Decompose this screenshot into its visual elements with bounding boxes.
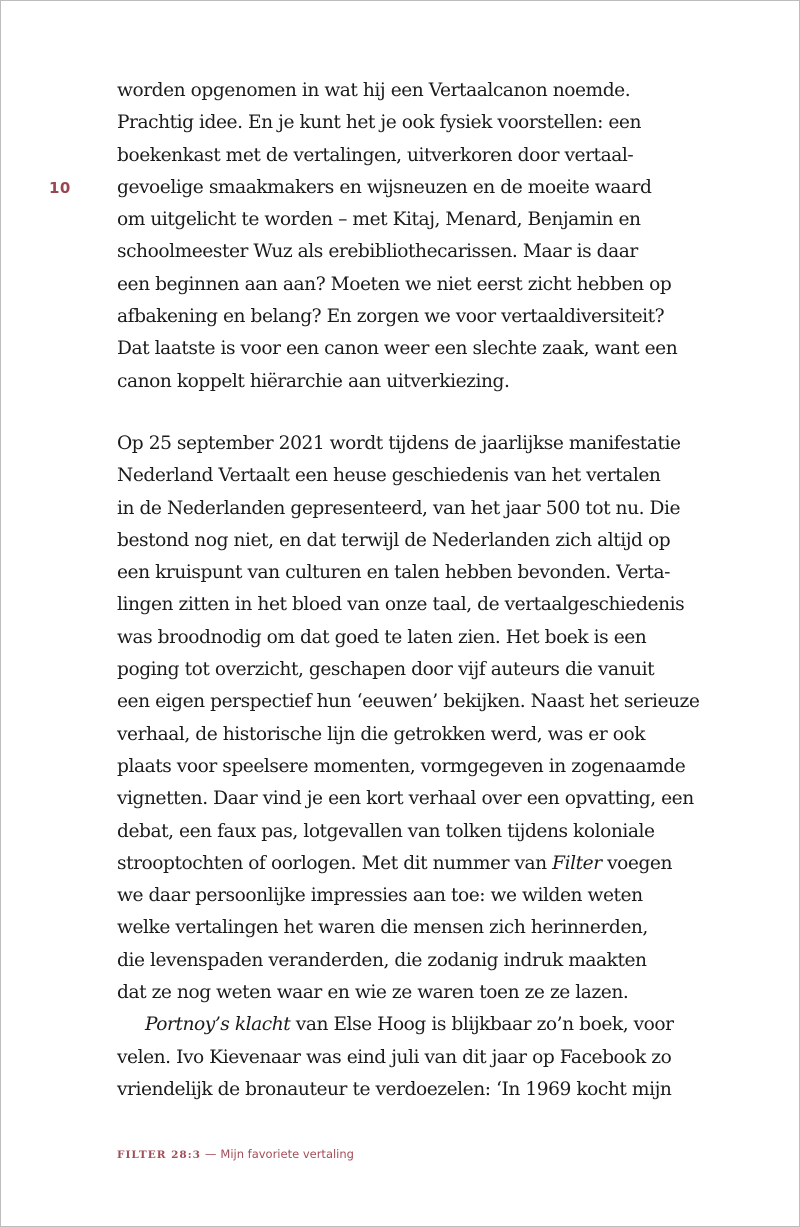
- text-line: worden opgenomen in wat hij een Vertaalcanon noemde.: [117, 80, 631, 101]
- text-line: gevoelige smaakmakers en wijsneuzen en de moeite waard: [117, 176, 652, 198]
- text-line: we daar persoonlijke impressies aan toe: we wilden weten: [117, 885, 643, 907]
- running-footer: [117, 1147, 354, 1161]
- text-line: die levenspaden veranderden, die zodanig indruk maakten: [117, 949, 647, 971]
- paragraph-2: [117, 428, 700, 1106]
- text-line-with-italic: [117, 1009, 697, 1041]
- page-number: 10: [49, 179, 71, 197]
- text-fragment: strooptochten of oorlogen. Met dit nummer van: [117, 852, 553, 874]
- paragraph-1: [117, 75, 697, 398]
- text-line: velen. Ivo Kievenaar was eind juli van dit jaar op Facebook zo: [117, 1046, 672, 1068]
- italic-title: Filter: [552, 852, 602, 874]
- text-line: Nederland Vertaalt een heuse geschiedenis van het vertalen: [117, 465, 661, 487]
- text-line: een beginnen aan aan? Moeten we niet eerst zicht hebben op: [117, 273, 672, 295]
- footer-separator: —: [204, 1147, 217, 1161]
- text-line: was broodnodig om dat goed te laten zien. Het boek is een: [117, 626, 647, 648]
- italic-title: Portnoy’s klacht: [145, 1014, 291, 1036]
- text-line: welke vertalingen het waren die mensen zich herinnerden,: [117, 917, 648, 939]
- text-line: Dat laatste is voor een canon weer een slechte zaak, want een: [117, 338, 678, 360]
- text-line: plaats voor speelsere momenten, vormgegeven in zogenaamde: [117, 755, 686, 777]
- text-line: Prachtig idee. En je kunt het je ook fysiek voorstellen: een: [117, 112, 642, 134]
- text-line: Op 25 september 2021 wordt tijdens de jaarlijkse manifestatie: [117, 433, 681, 454]
- text-line: om uitgelicht te worden – met Kitaj, Menard, Benjamin en: [117, 209, 641, 231]
- text-line: debat, een faux pas, lotgevallen van tolken tijdens koloniale: [117, 820, 655, 842]
- text-line: afbakening en belang? En zorgen we voor vertaaldiversiteit?: [117, 306, 665, 328]
- text-fragment: van Else Hoog is blijkbaar zo’n boek, voor: [290, 1014, 674, 1036]
- text-line: boekenkast met de vertalingen, uitverkoren door vertaal-: [117, 144, 634, 166]
- text-line: vignetten. Daar vind je een kort verhaal over een opvatting, een: [117, 788, 694, 810]
- text-line: lingen zitten in het bloed van onze taal, de vertaalgeschiedenis: [117, 594, 685, 616]
- journal-name: FILTER 28:3: [117, 1149, 201, 1161]
- section-title: Mijn favoriete vertaling: [220, 1147, 354, 1161]
- text-line: verhaal, de historische lijn die getrokken werd, was er ook: [117, 723, 646, 745]
- text-line: poging tot overzicht, geschapen door vijf auteurs die vanuit: [117, 659, 655, 681]
- text-line: dat ze nog weten waar en wie ze waren toen ze ze lazen.: [117, 982, 629, 1004]
- text-line: schoolmeester Wuz als erebibliothecarissen. Maar is daar: [117, 241, 638, 263]
- text-fragment: voegen: [601, 852, 672, 874]
- text-line: in de Nederlanden gepresenteerd, van het jaar 500 tot nu. Die: [117, 497, 681, 519]
- text-line-with-italic: [117, 848, 697, 880]
- text-line: canon koppelt hiërarchie aan uitverkiezing.: [117, 370, 510, 392]
- text-line: een eigen perspectief hun ‘eeuwen’ bekijken. Naast het serieuze: [117, 691, 700, 713]
- text-line: bestond nog niet, en dat terwijl de Nederlanden zich altijd op: [117, 529, 671, 551]
- text-line: een kruispunt van culturen en talen hebben bevonden. Verta-: [117, 562, 670, 584]
- text-line: vriendelijk de bronauteur te verdoezelen: ‘In 1969 kocht mijn: [117, 1078, 672, 1100]
